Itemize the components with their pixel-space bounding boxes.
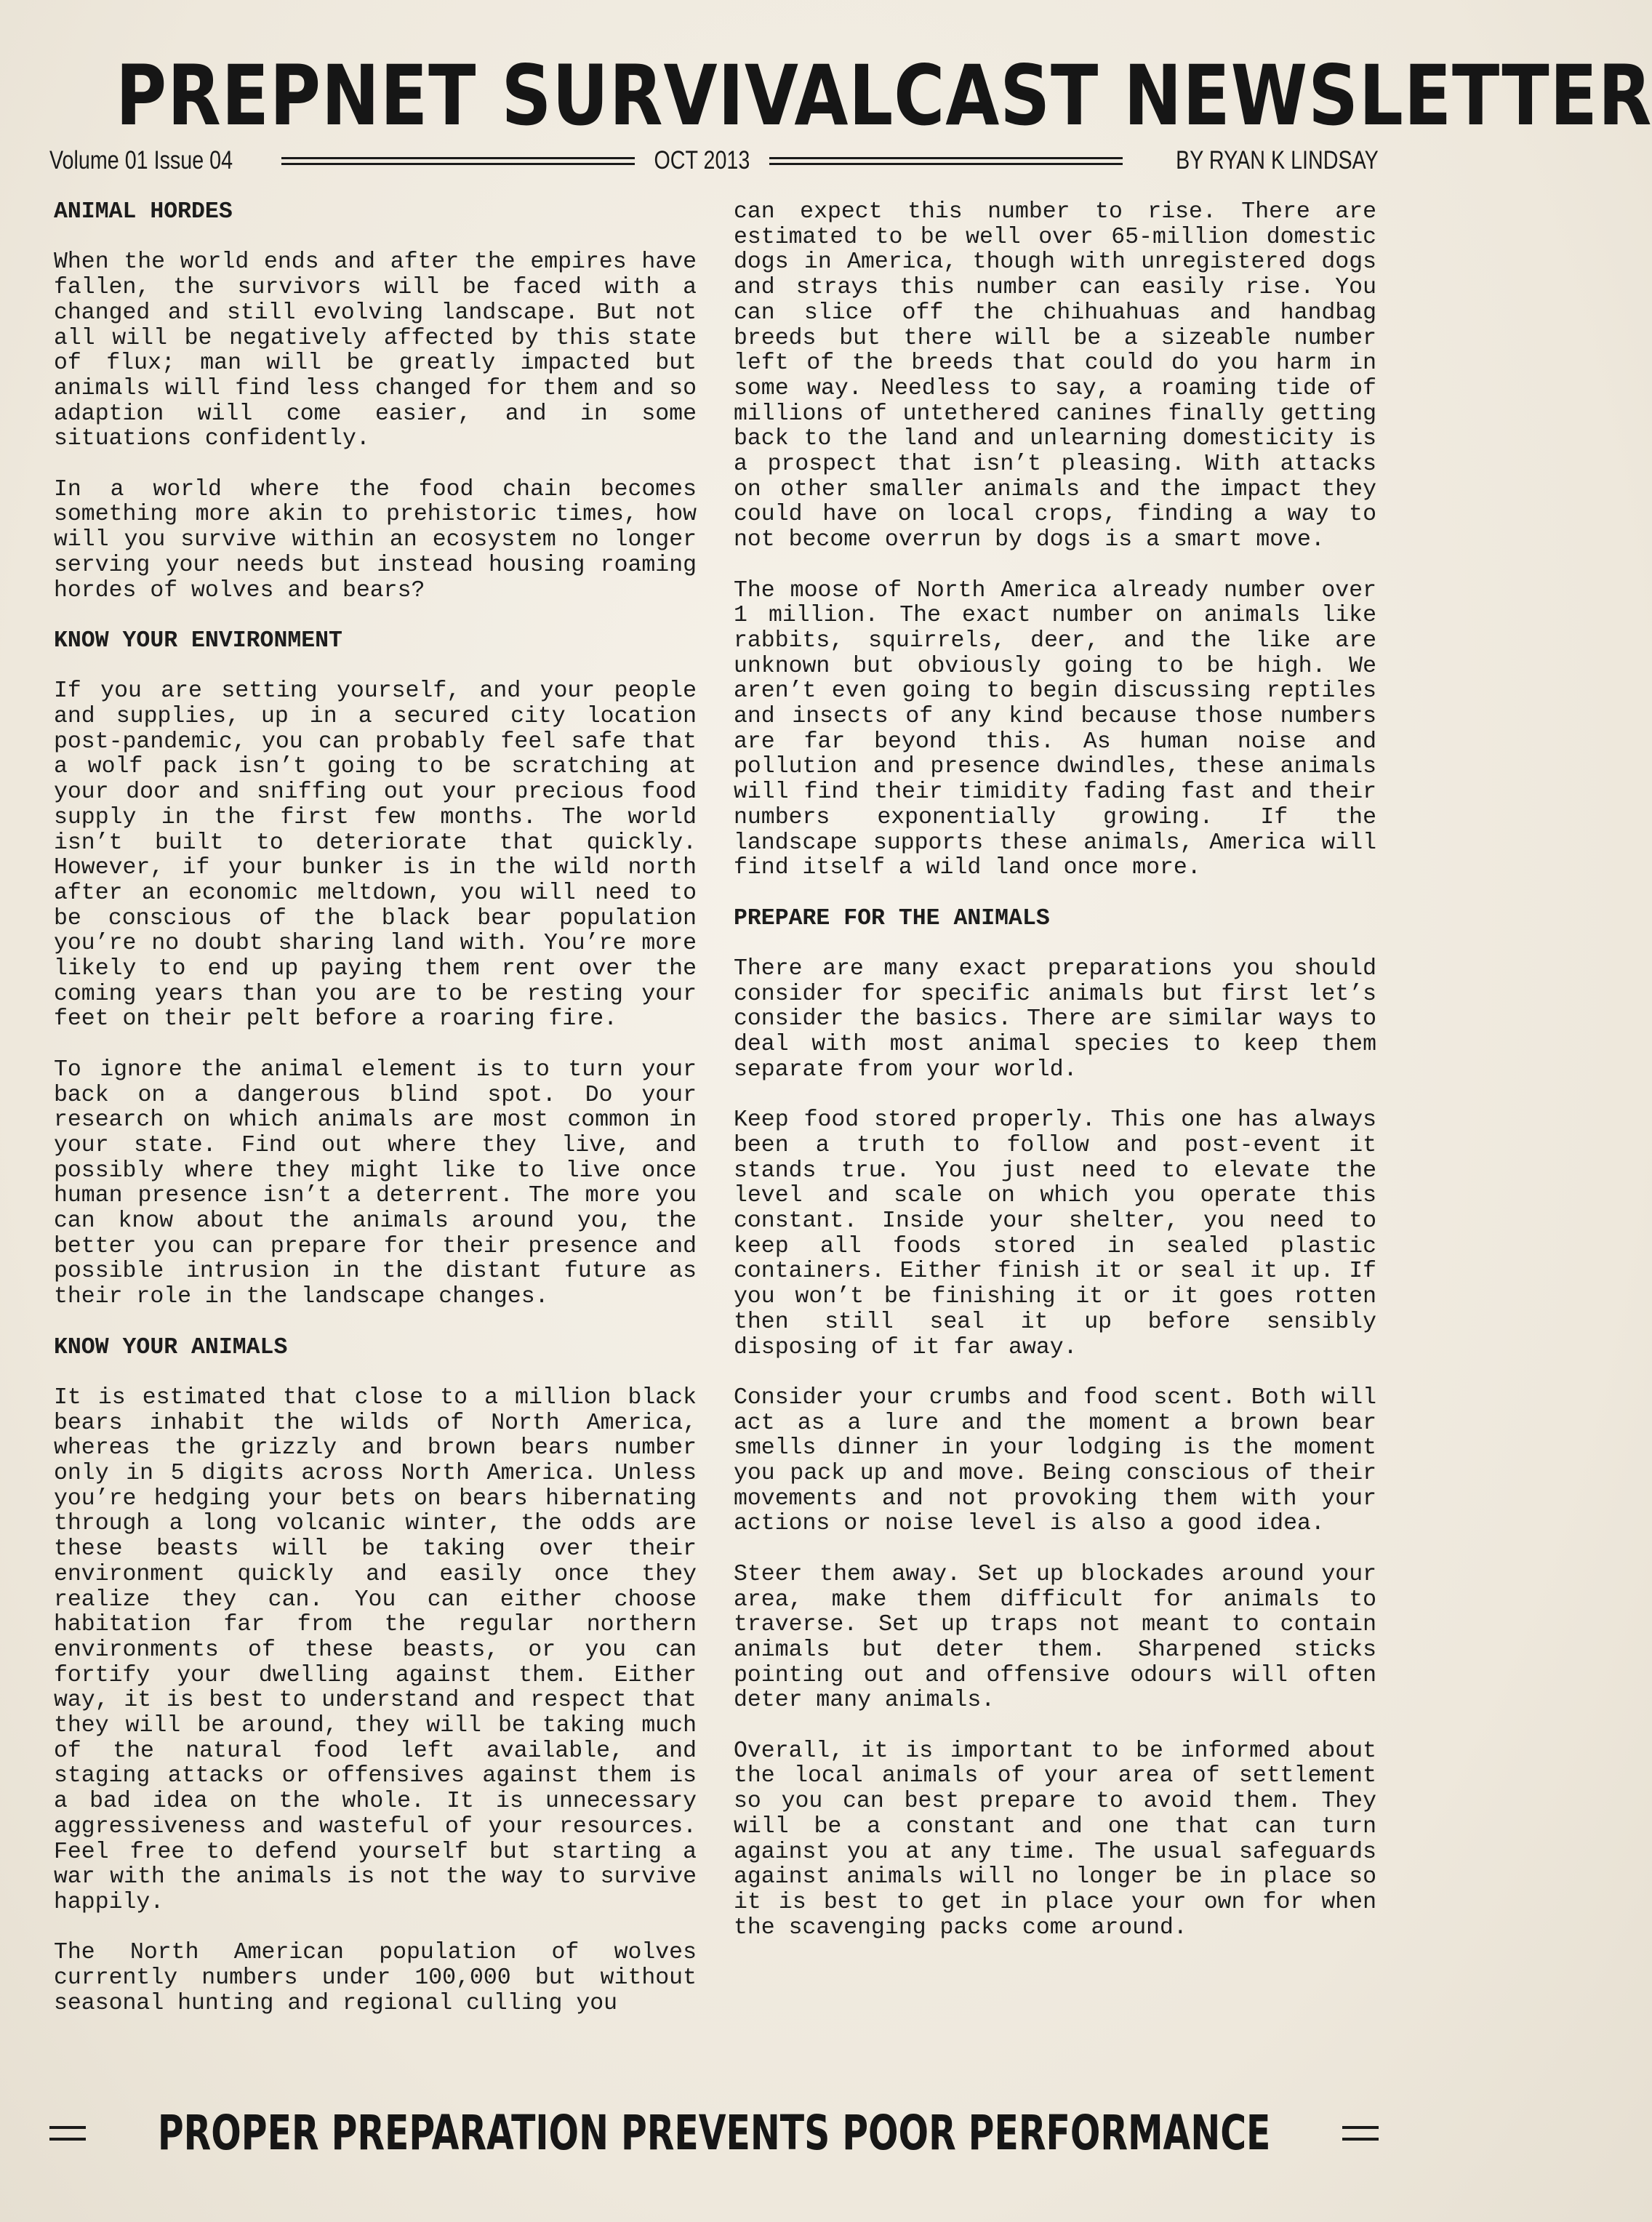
paragraph: Keep food stored properly. This one has always been a truth to follow and post-event it stands true. You just need to elevate the level and scale on which you operate this constant. Inside your shelter, you need to keep all foods stored in sealed plastic containers. Either finish it or seal it up. If you won’t be finishing it or it goes rotten then still seal it up before sensibly disposing of it far away.: [734, 1107, 1376, 1360]
section-heading-know-your-animals: KNOW YOUR ANIMALS: [54, 1334, 288, 1360]
footer-rule-left: [49, 2126, 86, 2141]
paragraph: The North American population of wolves currently numbers under 100,000 but without seasonal hunting and regional culling you: [54, 1940, 697, 2016]
volume-issue: Volume 01 Issue 04: [49, 146, 233, 175]
paragraph: Consider your crumbs and food scent. Both will act as a lure and the moment a brown bear smells dinner in your lodging is the moment you pack up and move. Being conscious of their movements and not provoking them with your actions or noise level is also a good idea.: [734, 1384, 1376, 1537]
paragraph: Steer them away. Set up blockades around your area, make them difficult for animals to traverse. Set up traps not meant to contain animals but deter them. Sharpened sticks pointing out and offensive odours will often deter many animals.: [734, 1561, 1376, 1714]
issue-date: OCT 2013: [654, 146, 750, 175]
paragraph: The moose of North America already number over 1 million. The exact number on animals like rabbits, squirrels, deer, and the like are unknown but obviously going to be high. We aren’t even going to begin discussing reptiles and insects of any kind because those numbers are far beyond this. As human noise and pollution and presence dwindles, these animals will find their timidity fading fast and their numbers exponentially growing. If the landscape supports these animals, America will find itself a wild land once more.: [734, 577, 1376, 881]
newsletter-title: PREPNET SURVIVALCAST NEWSLETTER: [116, 47, 1652, 144]
paragraph: When the world ends and after the empires have fallen, the survivors will be faced with a changed and still evolving landscape. But not all will be negatively affected by this state of flux; man will be greatly impacted but animals will find less changed for them and so adaption will come easier, and in some situations confidently.: [54, 249, 697, 452]
issue-info-bar: [49, 143, 1379, 179]
footer-rule-right: [1342, 2126, 1379, 2141]
paragraph: If you are setting yourself, and your people and supplies, up in a secured city location post-pandemic, you can probably feel safe that a wolf pack isn’t going to be scratching at your door and sniffing out your precious food supply in the first few months. The world isn’t built to deteriorate that quickly. However, if your bunker is in the wild north after an economic meltdown, you will need to be conscious of the black bear population you’re no doubt sharing land with. You’re more likely to end up paying them rent over the coming years than you are to be resting your feet on their pelt before a roaring fire.: [54, 678, 697, 1032]
paragraph: can expect this number to rise. There are estimated to be well over 65-million domestic dogs in America, though with unregistered dogs and strays this number can easily rise. You can slice off the chihuahuas and handbag breeds but there will be a sizeable number left of the breeds that could do you harm in some way. Needless to say, a roaming tide of millions of untethered canines finally getting back to the land and unlearning domesticity is a prospect that isn’t pleasing. With attacks on other smaller animals and the impact they could have on local crops, finding a way to not become overrun by dogs is a smart move.: [734, 199, 1376, 553]
paragraph: It is estimated that close to a million black bears inhabit the wilds of North America, whereas the grizzly and brown bears number only in 5 digits across North America. Unless you’re hedging your bets on bears hibernating through a long volcanic winter, the odds are these beasts will be taking over their environment quickly and easily once they realize they can. You can either choose habitation far from the regular northern environments of these beasts, or you can fortify your dwelling against them. Either way, it is best to understand and respect that they will be around, they will be taking much of the natural food left available, and staging attacks or offensives against them is a bad idea on the whole. It is unnecessary aggressiveness and wasteful of your resources. Feel free to defend yourself but starting a war with the animals is not the way to survive happily.: [54, 1384, 697, 1915]
left-column: [54, 200, 697, 2061]
section-heading-animal-hordes: ANIMAL HORDES: [54, 199, 233, 225]
paragraph: Overall, it is important to be informed about the local animals of your area of settlement so you can best prepare to avoid them. They will be a constant and one that can turn against you at any time. The usual safeguards against animals will no longer be in place so it is best to get in place your own for when the scavenging packs come around.: [734, 1738, 1376, 1941]
divider-rule: [281, 157, 635, 165]
footer-banner: [49, 2098, 1379, 2168]
right-column: [734, 200, 1376, 2061]
section-heading-know-your-environment: KNOW YOUR ENVIRONMENT: [54, 627, 342, 654]
footer-slogan: PROPER PREPARATION PREVENTS POOR PERFORMANCE: [157, 2105, 1271, 2161]
paragraph: To ignore the animal element is to turn your back on a dangerous blind spot. Do your research on which animals are most common in your state. Find out where they live, and possibly where they might like to live once human presence isn’t a deterrent. The more you can know about the animals around you, the better you can prepare for their presence and possible intrusion in the distant future as their role in the landscape changes.: [54, 1056, 697, 1310]
author-byline: BY RYAN K LINDSAY: [1176, 146, 1379, 175]
section-heading-prepare-for-the-animals: PREPARE FOR THE ANIMALS: [734, 905, 1050, 931]
paragraph: There are many exact preparations you should consider for specific animals but first let’s consider the basics. There are similar ways to deal with most animal species to keep them separate from your world.: [734, 956, 1376, 1083]
paragraph: In a world where the food chain becomes something more akin to prehistoric times, how will you survive within an ecosystem no longer serving your needs but instead housing roaming hordes of wolves and bears?: [54, 476, 697, 603]
divider-rule: [769, 157, 1123, 165]
